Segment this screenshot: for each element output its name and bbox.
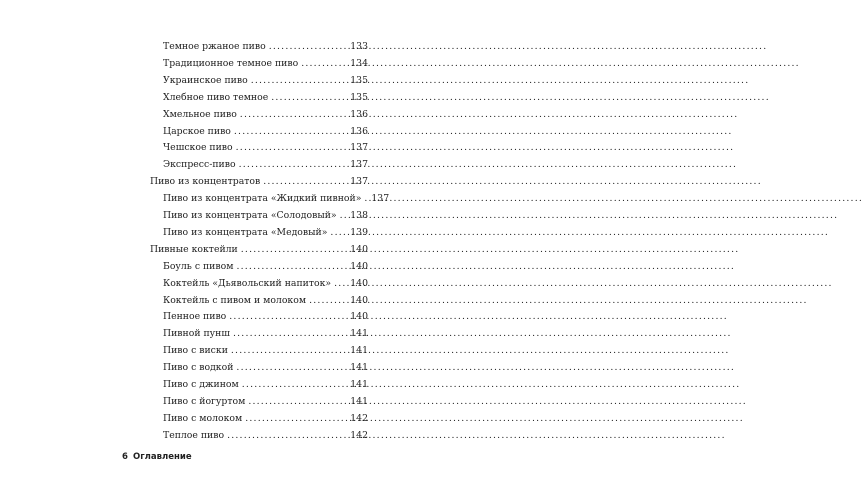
toc-entry-title: Царское пиво <box>163 125 231 137</box>
toc-entry-page: 141 <box>350 328 368 340</box>
toc-entry-title: Пиво с виски <box>163 345 228 357</box>
toc-entry <box>163 55 368 72</box>
toc-entry-title: Коктейль с пивом и молоком <box>163 294 307 306</box>
toc-dot-leader <box>251 72 350 89</box>
toc-entry <box>163 224 368 241</box>
toc-entry-page: 137 <box>371 193 390 205</box>
toc-entry-title: Пиво из концентрата «Жидкий пивной» <box>163 193 362 205</box>
toc-entry-page: 138 <box>350 210 368 221</box>
toc-entry <box>163 38 368 55</box>
toc-entry <box>163 410 368 427</box>
toc-entry-title: Традиционное темное пиво <box>163 57 299 69</box>
toc-dot-leader <box>334 275 349 292</box>
toc-entry-page: 137 <box>350 142 368 154</box>
toc-entry <box>163 308 368 325</box>
toc-entry-page: 136 <box>350 108 368 120</box>
toc-entry-page: 137 <box>350 159 368 171</box>
toc-entry-title: Украинское пиво <box>163 74 248 86</box>
toc-dot-leader <box>330 224 349 241</box>
toc-entry <box>163 156 368 173</box>
toc-entry <box>163 89 368 106</box>
toc-entry <box>163 258 368 275</box>
toc-entry-page: 140 <box>350 277 368 289</box>
toc-dot-leader <box>242 376 349 393</box>
toc-entry <box>163 190 390 207</box>
toc-dot-leader <box>240 106 349 123</box>
toc-dot-leader <box>233 325 349 342</box>
toc-dot-leader <box>364 190 370 207</box>
toc-dot-leader <box>236 139 350 156</box>
toc-entry-page: 141 <box>350 362 368 374</box>
toc-entry <box>163 376 368 393</box>
toc-entry-title: Пивные коктейли <box>150 243 238 255</box>
toc-entry-title: Теплое пиво <box>163 429 225 441</box>
toc-entry <box>163 292 368 309</box>
toc-entry <box>163 72 368 89</box>
toc-dot-leader <box>236 359 349 376</box>
toc-entry-title: Хлебное пиво темное <box>163 91 269 103</box>
toc-dot-leader <box>239 156 350 173</box>
toc-entry-page: 142 <box>350 412 368 424</box>
toc-entry-title: Пиво с молоком <box>163 412 243 424</box>
toc-entry-page: 133 <box>350 41 368 52</box>
toc-entry <box>163 275 368 292</box>
toc-entry <box>163 139 368 156</box>
toc-entry <box>163 427 368 444</box>
toc-entry-title: Темное ржаное пиво <box>163 41 266 52</box>
toc-dot-leader <box>248 393 349 410</box>
toc-entry-title: Хмельное пиво <box>163 108 237 120</box>
toc-dot-leader <box>271 89 349 106</box>
toc-entry <box>163 325 368 342</box>
toc-entry-title: Пиво с водкой <box>163 362 234 374</box>
toc-dot-leader <box>234 123 349 140</box>
toc-dot-leader <box>340 207 350 224</box>
toc-entry-title: Коктейль «Дьявольский напиток» <box>163 277 332 289</box>
toc-dot-leader <box>269 38 350 55</box>
toc-dot-leader <box>263 173 349 190</box>
page-number: 6 <box>122 452 128 462</box>
toc-entry-page: 140 <box>350 243 368 255</box>
toc-entry-title: Пиво с йогуртом <box>163 395 246 407</box>
toc-entry-title: Экспресс-пиво <box>163 159 236 171</box>
toc-entry <box>163 393 368 410</box>
toc-section <box>150 173 368 190</box>
toc-dot-leader <box>241 241 349 258</box>
toc-entry-title: Пенное пиво <box>163 311 227 323</box>
toc-entry-page: 140 <box>350 260 368 272</box>
toc-entry-page: 137 <box>350 176 368 188</box>
toc-entry-page: 140 <box>350 311 368 323</box>
toc-entry-page: 139 <box>350 226 368 238</box>
toc-dot-leader <box>227 427 349 444</box>
toc-entry <box>163 106 368 123</box>
toc-entry-title: Пиво из концентрата «Солодовый» <box>163 210 337 221</box>
toc-dot-leader <box>236 258 349 275</box>
toc-dot-leader <box>231 342 349 359</box>
toc-entry-page: 136 <box>350 125 368 137</box>
toc-entry-title: Пиво из концентратов <box>150 176 261 188</box>
toc-dot-leader <box>301 55 349 72</box>
toc-entry-page: 141 <box>350 379 368 390</box>
toc-entry-page: 134 <box>350 57 368 69</box>
toc-entry-title: Чешское пиво <box>163 142 233 154</box>
toc-entry-title: Пиво из концентрата «Медовый» <box>163 226 328 238</box>
toc-entry-title: Боуль с пивом <box>163 260 234 272</box>
running-head: Оглавление <box>133 452 192 462</box>
toc-entry <box>163 123 368 140</box>
toc-dot-leader <box>309 292 349 309</box>
toc-entry-page: 142 <box>350 429 368 441</box>
toc-entry-page: 135 <box>350 74 368 86</box>
toc-dot-leader <box>245 410 349 427</box>
toc-entry-title: Пиво с джином <box>163 379 239 390</box>
toc-entry <box>163 359 368 376</box>
toc-entry-page: 141 <box>350 395 368 407</box>
toc-entry-page: 140 <box>350 294 368 306</box>
toc-entry <box>163 207 368 224</box>
toc-dot-leader <box>229 308 349 325</box>
toc-section <box>150 241 368 258</box>
toc-entry-title: Пивной пунш <box>163 328 230 340</box>
toc-entry-page: 135 <box>350 91 368 103</box>
toc-entry <box>163 342 368 359</box>
toc-entry-page: 141 <box>350 345 368 357</box>
